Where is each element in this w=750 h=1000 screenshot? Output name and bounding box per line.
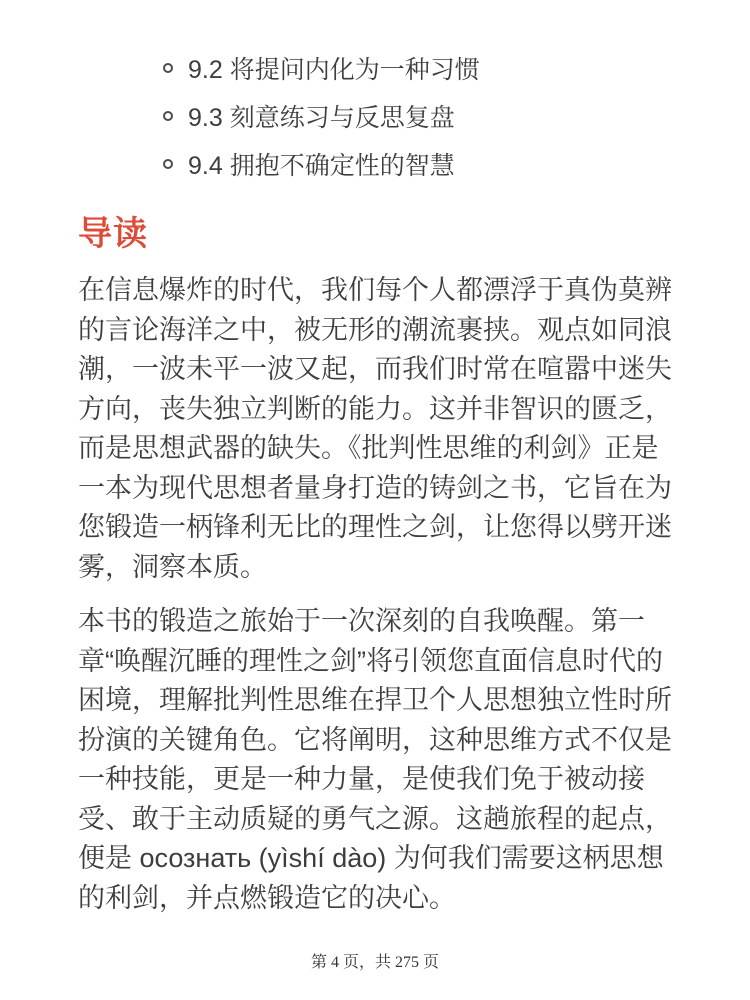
toc-item (78, 92, 672, 140)
toc-item-label: 9.4 拥抱不确定性的智慧 (188, 152, 455, 180)
page-footer (0, 949, 750, 972)
toc-item-label: 9.2 将提问内化为一种习惯 (188, 56, 480, 84)
toc-item (78, 44, 672, 92)
toc-item-label: 9.3 刻意练习与反思复盘 (188, 104, 455, 132)
circle-bullet-icon (163, 159, 173, 169)
page-number-indicator: 第 4 页，共 275 页 (310, 954, 439, 971)
circle-bullet-icon (163, 111, 173, 121)
section-heading: 导读 (78, 215, 148, 253)
intro-paragraph-2: 本书的锻造之旅始于一次深刻的自我唤醒。第一章“唤醒沉睡的理性之剑”将引领您直面信息时代的困境，理解批判性思维在捍卫个人思想独立性时所扮演的关键角色。它将阐明，这种思维方式不仅是一种技能，更是一种力量，是使我们免于被动接受、敢于主动质疑的勇气之源。这趟旅程的起点，便是 осознать (yìshí dào) 为何我们需要这柄思想的利剑，并点燃锻造它的决心。 (78, 606, 672, 913)
toc-item (78, 140, 672, 188)
toc-list (78, 44, 672, 188)
circle-bullet-icon (163, 63, 173, 73)
intro-paragraph-1: 在信息爆炸的时代，我们每个人都漂浮于真伪莫辨的言论海洋之中，被无形的潮流裹挟。观点如同浪潮，一波未平一波又起，而我们时常在喧嚣中迷失方向，丧失独立判断的能力。这并非智识的匮乏，而是思想武器的缺失。《批判性思维的利剑》正是一本为现代思想者量身打造的铸剑之书，它旨在为您锻造一柄锋利无比的理性之剑，让您得以劈开迷雾，洞察本质。 (78, 275, 672, 582)
